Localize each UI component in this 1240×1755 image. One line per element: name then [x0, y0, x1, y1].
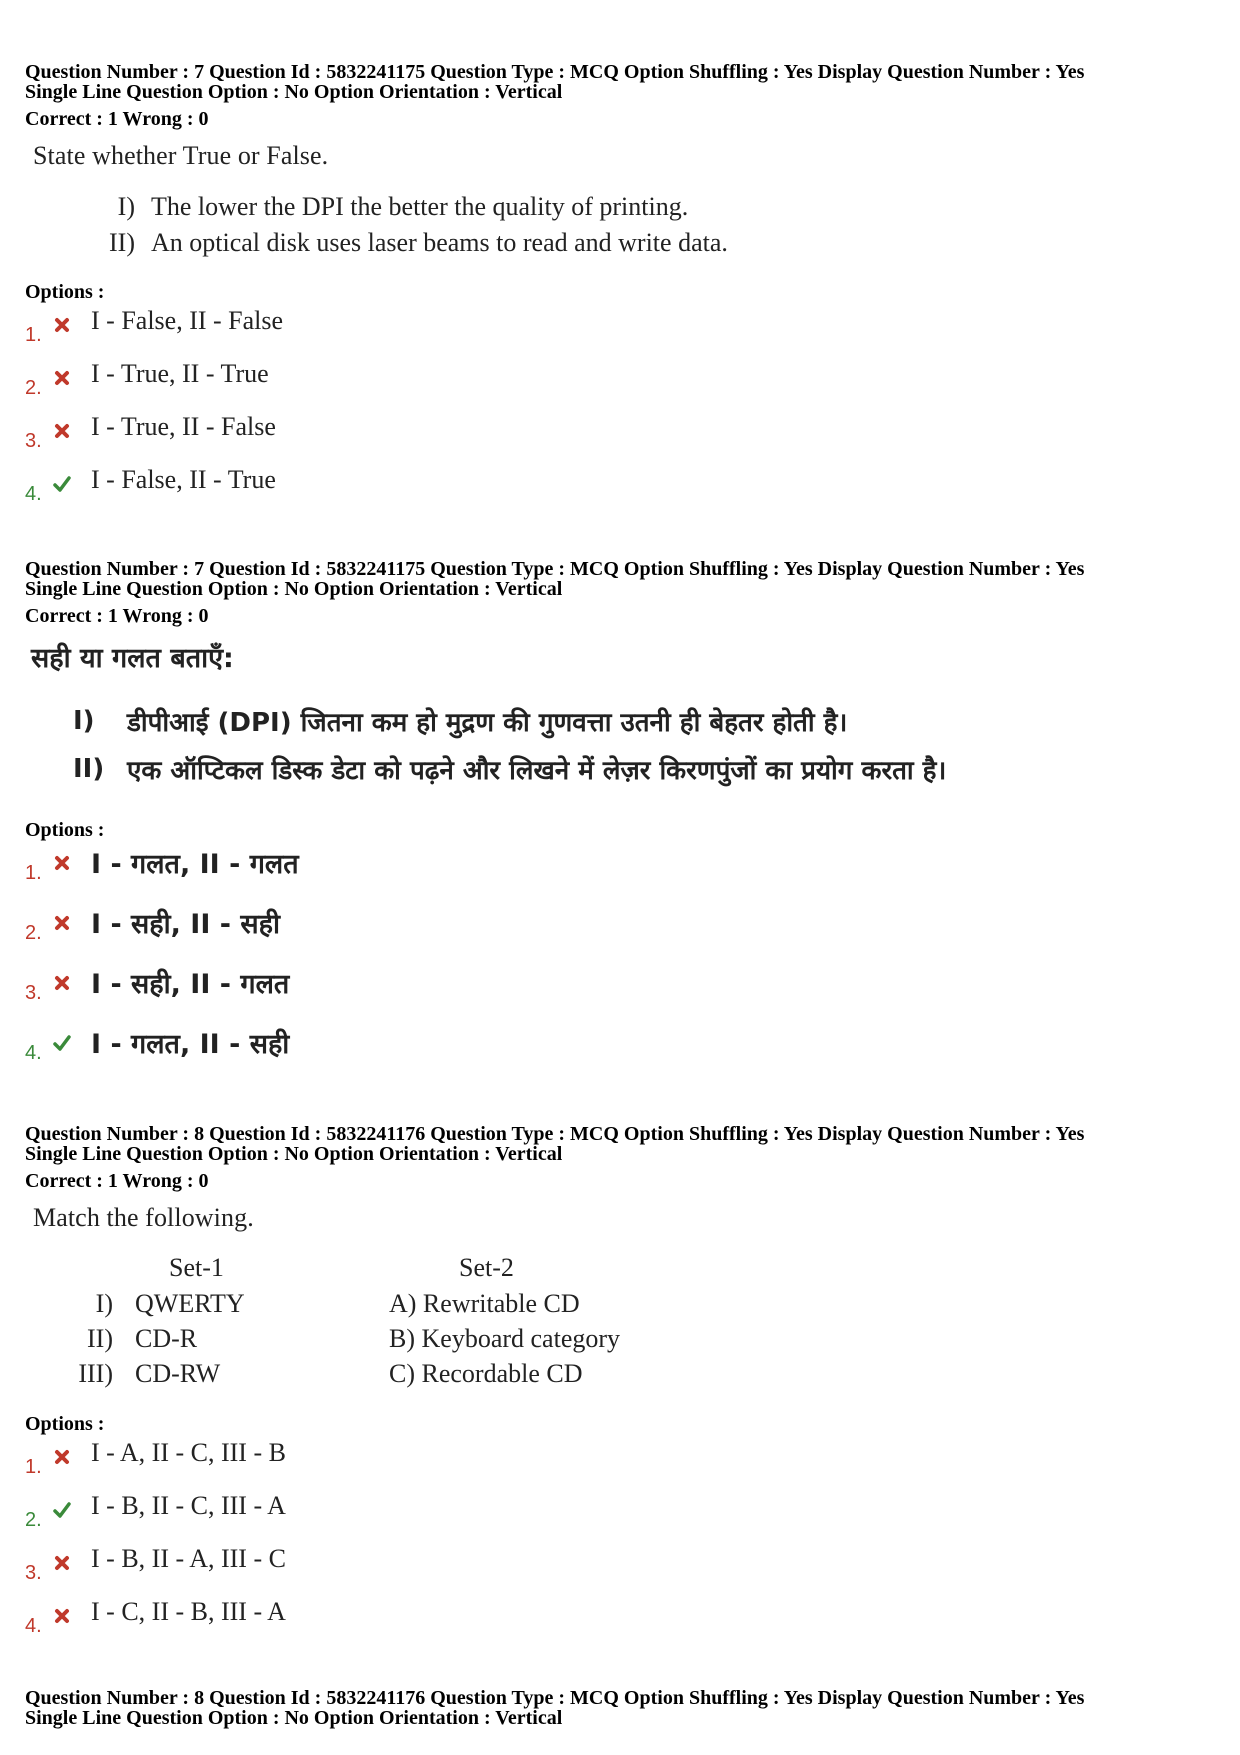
question-block-8-hindi	[25, 1688, 1215, 1728]
option-text: I - True, II - True	[91, 359, 269, 388]
statement-text: एक ऑप्टिकल डिस्क डेटा को पढ़ने और लिखने में लेज़र किरणपुंजों का प्रयोग करता है।	[127, 756, 947, 786]
correct-icon	[53, 1501, 71, 1519]
option-list	[25, 1436, 1215, 1648]
set1-item: CD-R	[135, 1324, 198, 1353]
set2-item: C) Recordable CD	[389, 1359, 583, 1388]
question-meta-line: Question Number : 8 Question Id : 5832241176 Question Type : MCQ Option Shuffling : Yes Display Question Number : Yes	[25, 1687, 1085, 1709]
option-text: I - False, II - True	[91, 465, 276, 494]
question-stem: State whether True or False.	[33, 141, 329, 170]
statement	[73, 697, 1215, 745]
statement	[85, 189, 1215, 225]
option-item	[25, 304, 1215, 357]
correct-wrong-marks: Correct : 1 Wrong : 0	[25, 108, 209, 130]
option-text: I - सही, II - गलत	[91, 969, 290, 1000]
set1-number: I)	[95, 1289, 113, 1318]
statement-number: II)	[73, 754, 105, 784]
option-list	[25, 304, 1215, 516]
option-text: I - B, II - C, III - A	[91, 1491, 286, 1520]
option-item	[25, 410, 1215, 463]
wrong-icon	[53, 974, 71, 992]
option-text: I - C, II - B, III - A	[91, 1597, 286, 1626]
set1-header: Set-1	[169, 1253, 224, 1282]
option-item	[25, 1542, 1215, 1595]
option-text: I - सही, II - सही	[91, 909, 280, 940]
option-text: I - गलत, II - सही	[91, 1029, 290, 1060]
option-item	[25, 962, 1215, 1022]
option-item	[25, 1595, 1215, 1648]
set1-item: QWERTY	[135, 1289, 245, 1318]
statement-number: I)	[117, 192, 135, 221]
option-list	[25, 842, 1215, 1082]
option-number: 4.	[25, 1042, 42, 1064]
statement-text: The lower the DPI the better the quality of printing.	[151, 192, 689, 221]
question-meta-line: Single Line Question Option : No Option Orientation : Vertical	[25, 1143, 563, 1165]
question-meta-line: Question Number : 7 Question Id : 5832241175 Question Type : MCQ Option Shuffling : Yes Display Question Number : Yes	[25, 61, 1085, 83]
question-meta-line: Single Line Question Option : No Option Orientation : Vertical	[25, 578, 563, 600]
option-number: 1.	[25, 862, 42, 884]
set2-item: B) Keyboard category	[389, 1324, 621, 1353]
option-text: I - False, II - False	[91, 306, 284, 335]
option-number: 1.	[25, 324, 42, 346]
option-number: 1.	[25, 1456, 42, 1478]
option-number: 2.	[25, 922, 42, 944]
statement-text: An optical disk uses laser beams to read and write data.	[151, 228, 728, 257]
option-item	[25, 463, 1215, 516]
wrong-icon	[53, 316, 71, 334]
question-block-8-english	[25, 1124, 1215, 1648]
option-number: 4.	[25, 483, 42, 505]
question-stem: Match the following.	[33, 1203, 254, 1232]
statement-list	[85, 189, 1215, 261]
question-meta-line: Question Number : 8 Question Id : 5832241176 Question Type : MCQ Option Shuffling : Yes Display Question Number : Yes	[25, 1123, 1085, 1145]
options-label: Options :	[25, 819, 105, 841]
set1-number: III)	[78, 1359, 113, 1388]
set2-item: A) Rewritable CD	[389, 1289, 580, 1318]
option-number: 2.	[25, 377, 42, 399]
options-label: Options :	[25, 281, 105, 303]
statement-number: I)	[73, 706, 95, 736]
wrong-icon	[53, 1607, 71, 1625]
option-text: I - B, II - A, III - C	[91, 1544, 286, 1573]
question-meta-line: Single Line Question Option : No Option Orientation : Vertical	[25, 1707, 563, 1729]
option-number: 3.	[25, 1562, 42, 1584]
option-item	[25, 1022, 1215, 1082]
statement	[73, 745, 1215, 793]
option-item	[25, 842, 1215, 902]
correct-icon	[53, 475, 71, 493]
option-item	[25, 902, 1215, 962]
statement	[85, 225, 1215, 261]
option-text: I - True, II - False	[91, 412, 276, 441]
option-text: I - A, II - C, III - B	[91, 1438, 286, 1467]
statement-text: डीपीआई (DPI) जितना कम हो मुद्रण की गुणवत्ता उतनी ही बेहतर होती है।	[127, 708, 848, 738]
wrong-icon	[53, 369, 71, 387]
correct-icon	[53, 1034, 71, 1052]
question-block-7-hindi	[25, 559, 1215, 1082]
option-number: 2.	[25, 1509, 42, 1531]
correct-wrong-marks: Correct : 1 Wrong : 0	[25, 605, 209, 627]
set1-number: II)	[87, 1324, 113, 1353]
option-number: 3.	[25, 430, 42, 452]
statement-list	[73, 697, 1215, 793]
set1-item: CD-RW	[135, 1359, 221, 1388]
question-block-7-english	[25, 62, 1215, 516]
wrong-icon	[53, 914, 71, 932]
option-item	[25, 1489, 1215, 1542]
wrong-icon	[53, 1448, 71, 1466]
correct-wrong-marks: Correct : 1 Wrong : 0	[25, 1170, 209, 1192]
question-stem: सही या गलत बताएँ:	[31, 643, 234, 674]
statement-number: II)	[109, 228, 135, 257]
options-label: Options :	[25, 1413, 105, 1435]
set2-header: Set-2	[459, 1253, 514, 1282]
wrong-icon	[53, 1554, 71, 1572]
option-number: 4.	[25, 1615, 42, 1637]
question-meta-line: Single Line Question Option : No Option Orientation : Vertical	[25, 81, 563, 103]
option-text: I - गलत, II - गलत	[91, 849, 299, 880]
match-table	[53, 1241, 1215, 1391]
question-meta-line: Question Number : 7 Question Id : 5832241175 Question Type : MCQ Option Shuffling : Yes Display Question Number : Yes	[25, 558, 1085, 580]
option-item	[25, 1436, 1215, 1489]
wrong-icon	[53, 854, 71, 872]
option-number: 3.	[25, 982, 42, 1004]
option-item	[25, 357, 1215, 410]
wrong-icon	[53, 422, 71, 440]
